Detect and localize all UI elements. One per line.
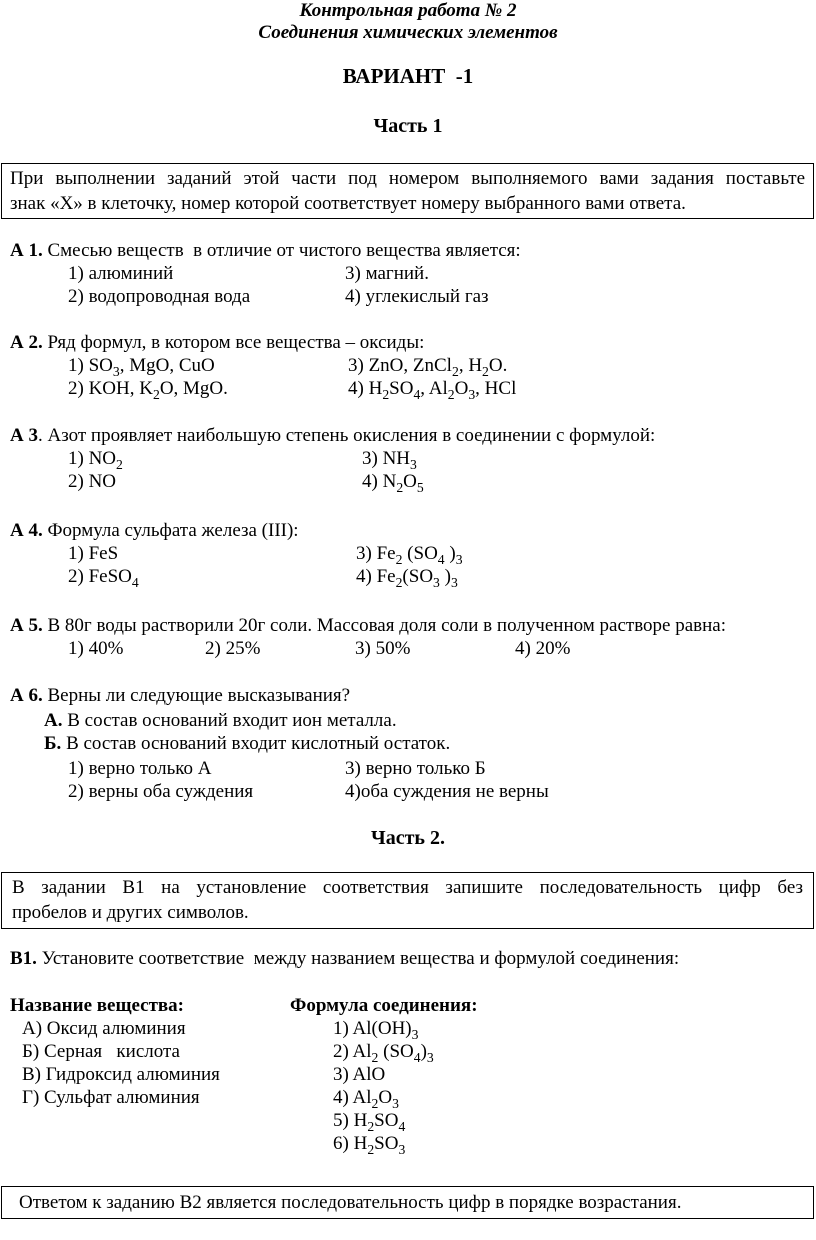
a4-option-1: 1) FeS bbox=[68, 543, 119, 564]
a6-statement-b bbox=[10, 732, 806, 755]
a4-option-4: 4) $Fe_2(SO_3$ )$_3$ bbox=[356, 566, 458, 590]
a1-option-3: 3) магний. bbox=[345, 263, 429, 284]
question-a6 bbox=[10, 684, 806, 803]
a2-option-1: 1) $SO_3$, MgO, CuO bbox=[68, 355, 215, 379]
question-a1-heading bbox=[10, 239, 806, 262]
a6-statement-a-letter: А. bbox=[44, 710, 63, 731]
question-a6-label: А 6. bbox=[10, 685, 43, 706]
b1-right-item-2: 2) $Al_2$ $(SO_4)_3$ bbox=[333, 1041, 434, 1065]
a6-statement-a-text: В состав оснований входит ион металла. bbox=[62, 710, 397, 731]
question-a1 bbox=[10, 239, 806, 308]
a2-option-2: 2) KOH, $K_2O$, MgO. bbox=[68, 378, 228, 402]
a4-option-2: 2) FeSO$_4$ bbox=[68, 566, 139, 590]
question-a4 bbox=[10, 519, 806, 588]
a6-option-4: 4)оба суждения не верны bbox=[345, 781, 549, 802]
part1-heading: Часть 1 bbox=[373, 115, 443, 137]
b1-left-column bbox=[10, 994, 290, 1109]
a1-option-1: 1) алюминий bbox=[68, 263, 174, 284]
part1-instruction-box bbox=[1, 163, 814, 219]
a2-options-row2 bbox=[10, 377, 806, 400]
b1-left-item-g: Г) Сульфат алюминия bbox=[22, 1087, 200, 1108]
question-a4-text: Формула сульфата железа (III): bbox=[42, 520, 299, 541]
a6-statements bbox=[10, 709, 806, 755]
a5-option-3: 3) 50% bbox=[355, 638, 411, 659]
question-a6-text: Верны ли следующие высказывания? bbox=[42, 685, 351, 706]
a1-options-row1 bbox=[10, 262, 806, 285]
b1-left-item-b: Б) Серная кислота bbox=[22, 1041, 180, 1062]
question-a6-heading bbox=[10, 684, 806, 707]
part1-instruction-line1: При выполнении заданий этой части под номером выполняемого вами задания поставьте bbox=[10, 168, 805, 189]
question-a3-heading bbox=[10, 424, 806, 447]
doc-title-line2: Соединения химических элементов bbox=[258, 22, 558, 43]
a3-option-4: 4) $N_2O_5$ bbox=[362, 471, 424, 495]
b1-right-column bbox=[290, 994, 690, 1155]
question-a5-heading bbox=[10, 614, 806, 637]
a5-option-2: 2) 25% bbox=[205, 638, 261, 659]
question-b1-text: Установите соответствие между названием вещества и формулой соединения: bbox=[36, 948, 680, 969]
part2-instruction-box bbox=[1, 872, 814, 929]
a6-options-row1 bbox=[10, 757, 806, 780]
a3-option-3: 3) $NH_3$ bbox=[362, 448, 417, 472]
a3-options-row2 bbox=[10, 470, 806, 493]
a2-option-3: 3) ZnO, ZnCl$_2$, $H_2O$. bbox=[348, 355, 508, 379]
a2-option-4: 4) $H_2SO_4$, $Al_2O_3$, HCl bbox=[348, 378, 517, 402]
a6-option-2: 2) верны оба суждения bbox=[68, 781, 254, 802]
b1-left-header: Название вещества: bbox=[10, 995, 185, 1016]
a5-options-row bbox=[10, 637, 806, 660]
question-a1-text: Смесью веществ в отличие от чистого вещества является: bbox=[42, 240, 521, 261]
question-a3-text: . Азот проявляет наибольшую степень окисления в соединении с формулой: bbox=[37, 425, 656, 446]
a5-option-4: 4) 20% bbox=[515, 638, 571, 659]
b2-note-box bbox=[1, 1186, 814, 1219]
b1-left-item-v: В) Гидроксид алюминия bbox=[22, 1064, 220, 1085]
a5-option-1: 1) 40% bbox=[68, 638, 124, 659]
a6-statement-b-letter: Б. bbox=[44, 733, 62, 754]
a1-option-4: 4) углекислый газ bbox=[345, 286, 489, 307]
question-a2-label: А 2. bbox=[10, 332, 43, 353]
a3-option-2: 2) NO bbox=[68, 471, 117, 492]
question-a5-label: А 5. bbox=[10, 615, 43, 636]
part2-instruction-line1: В задании В1 на установление соответствия запишите последовательность цифр без bbox=[12, 877, 803, 898]
question-a2 bbox=[10, 331, 806, 400]
a1-options-row2 bbox=[10, 285, 806, 308]
question-a2-heading bbox=[10, 331, 806, 354]
question-b1-label: В1. bbox=[10, 948, 37, 969]
b1-left-item-a: А) Оксид алюминия bbox=[22, 1018, 186, 1039]
a4-options-row2 bbox=[10, 565, 806, 588]
b1-right-item-3: 3) AlO bbox=[333, 1064, 386, 1085]
part1-instruction-line2: знак «Х» в клеточку, номер которой соответствует номеру выбранного вами ответа. bbox=[10, 193, 686, 214]
a2-options-row1 bbox=[10, 354, 806, 377]
question-a5-text: В 80г воды растворили 20г соли. Массовая доля соли в полученном растворе равна: bbox=[42, 615, 727, 636]
b1-right-item-6: 6) $H_2SO_3$ bbox=[333, 1133, 406, 1157]
a1-option-2: 2) водопроводная вода bbox=[68, 286, 251, 307]
question-a2-text: Ряд формул, в котором все вещества – оксиды: bbox=[42, 332, 425, 353]
a4-option-3: 3) $Fe_2$ ($SO_4$ )$_3$ bbox=[356, 543, 463, 567]
b2-note-text: Ответом к заданию В2 является последовательность цифр в порядке возрастания. bbox=[19, 1192, 682, 1213]
question-b1-heading bbox=[10, 947, 806, 970]
variant-heading: ВАРИАНТ -1 bbox=[342, 64, 474, 88]
document-title-block bbox=[0, 0, 816, 44]
a6-option-3: 3) верно только Б bbox=[345, 758, 486, 779]
question-a5 bbox=[10, 614, 806, 660]
question-a1-label: А 1. bbox=[10, 240, 43, 261]
part2-heading: Часть 2. bbox=[371, 827, 445, 849]
doc-title-line1: Контрольная работа № 2 bbox=[299, 0, 517, 21]
b1-right-item-4: 4) $Al_2O_3$ bbox=[333, 1087, 399, 1111]
a6-options bbox=[10, 757, 806, 803]
a3-option-1: 1) $NO_2$ bbox=[68, 448, 123, 472]
a6-options-row2 bbox=[10, 780, 806, 803]
question-a4-heading bbox=[10, 519, 806, 542]
question-a3 bbox=[10, 424, 806, 493]
b1-right-header: Формула соединения: bbox=[290, 995, 478, 1016]
b1-right-item-5: 5) $H_2SO_4$ bbox=[333, 1110, 406, 1134]
a4-options-row1 bbox=[10, 542, 806, 565]
a3-options-row1 bbox=[10, 447, 806, 470]
a6-statement-a bbox=[10, 709, 806, 732]
question-a3-label: А 3 bbox=[10, 425, 38, 446]
part2-instruction-line2: пробелов и других символов. bbox=[12, 902, 249, 923]
a6-statement-b-text: В состав оснований входит кислотный остаток. bbox=[61, 733, 451, 754]
b1-right-item-1: 1) $Al(OH)_3$ bbox=[333, 1018, 419, 1042]
a6-option-1: 1) верно только А bbox=[68, 758, 212, 779]
question-a4-label: А 4. bbox=[10, 520, 43, 541]
